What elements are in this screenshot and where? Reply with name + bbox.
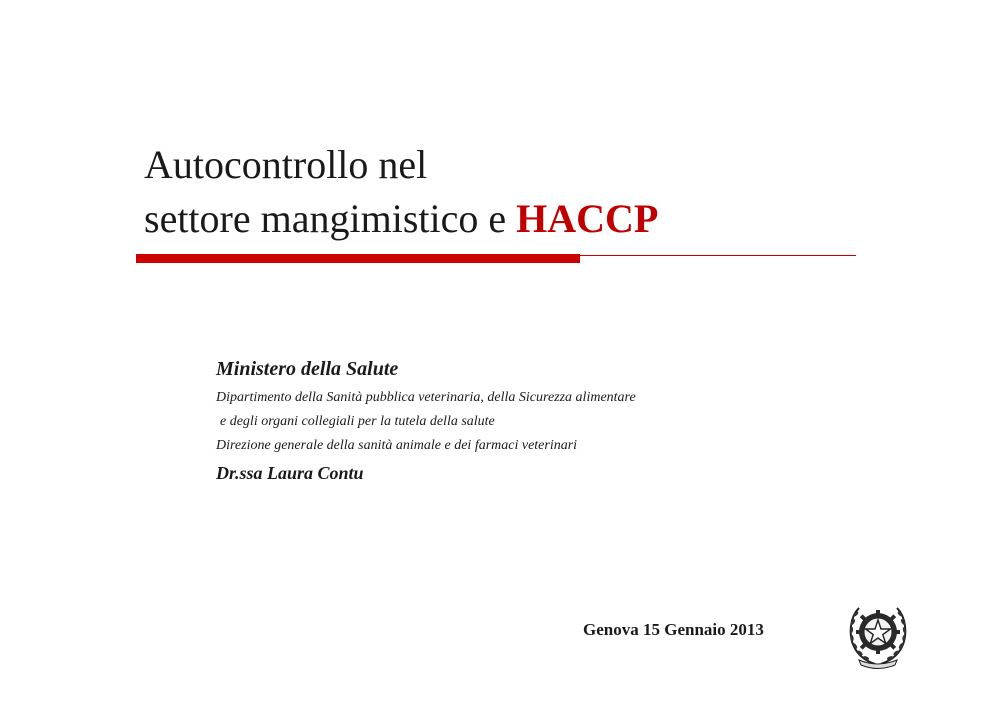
title-line-2-prefix: settore mangimistico e — [144, 196, 517, 241]
organization-block — [216, 356, 636, 486]
title-accent-haccp: HACCP — [516, 196, 659, 241]
title-underline-thin — [580, 255, 856, 256]
department-line-2: e degli organi collegiali per la tutela della salute — [220, 414, 495, 429]
title-underline-thick — [136, 254, 580, 263]
ministry-name: Ministero della Salute — [216, 358, 399, 380]
place-date: Genova 15 Gennaio 2013 — [583, 620, 764, 639]
italian-republic-emblem-icon — [845, 598, 911, 670]
author-name: Dr.ssa Laura Contu — [216, 463, 364, 483]
department-line-1: Dipartimento della Sanità pubblica veterinaria, della Sicurezza alimentare — [216, 390, 636, 405]
title-line-1: Autocontrollo nel — [144, 142, 428, 187]
slide-title — [144, 138, 658, 246]
directorate-name: Direzione generale della sanità animale e dei farmaci veterinari — [216, 438, 578, 453]
